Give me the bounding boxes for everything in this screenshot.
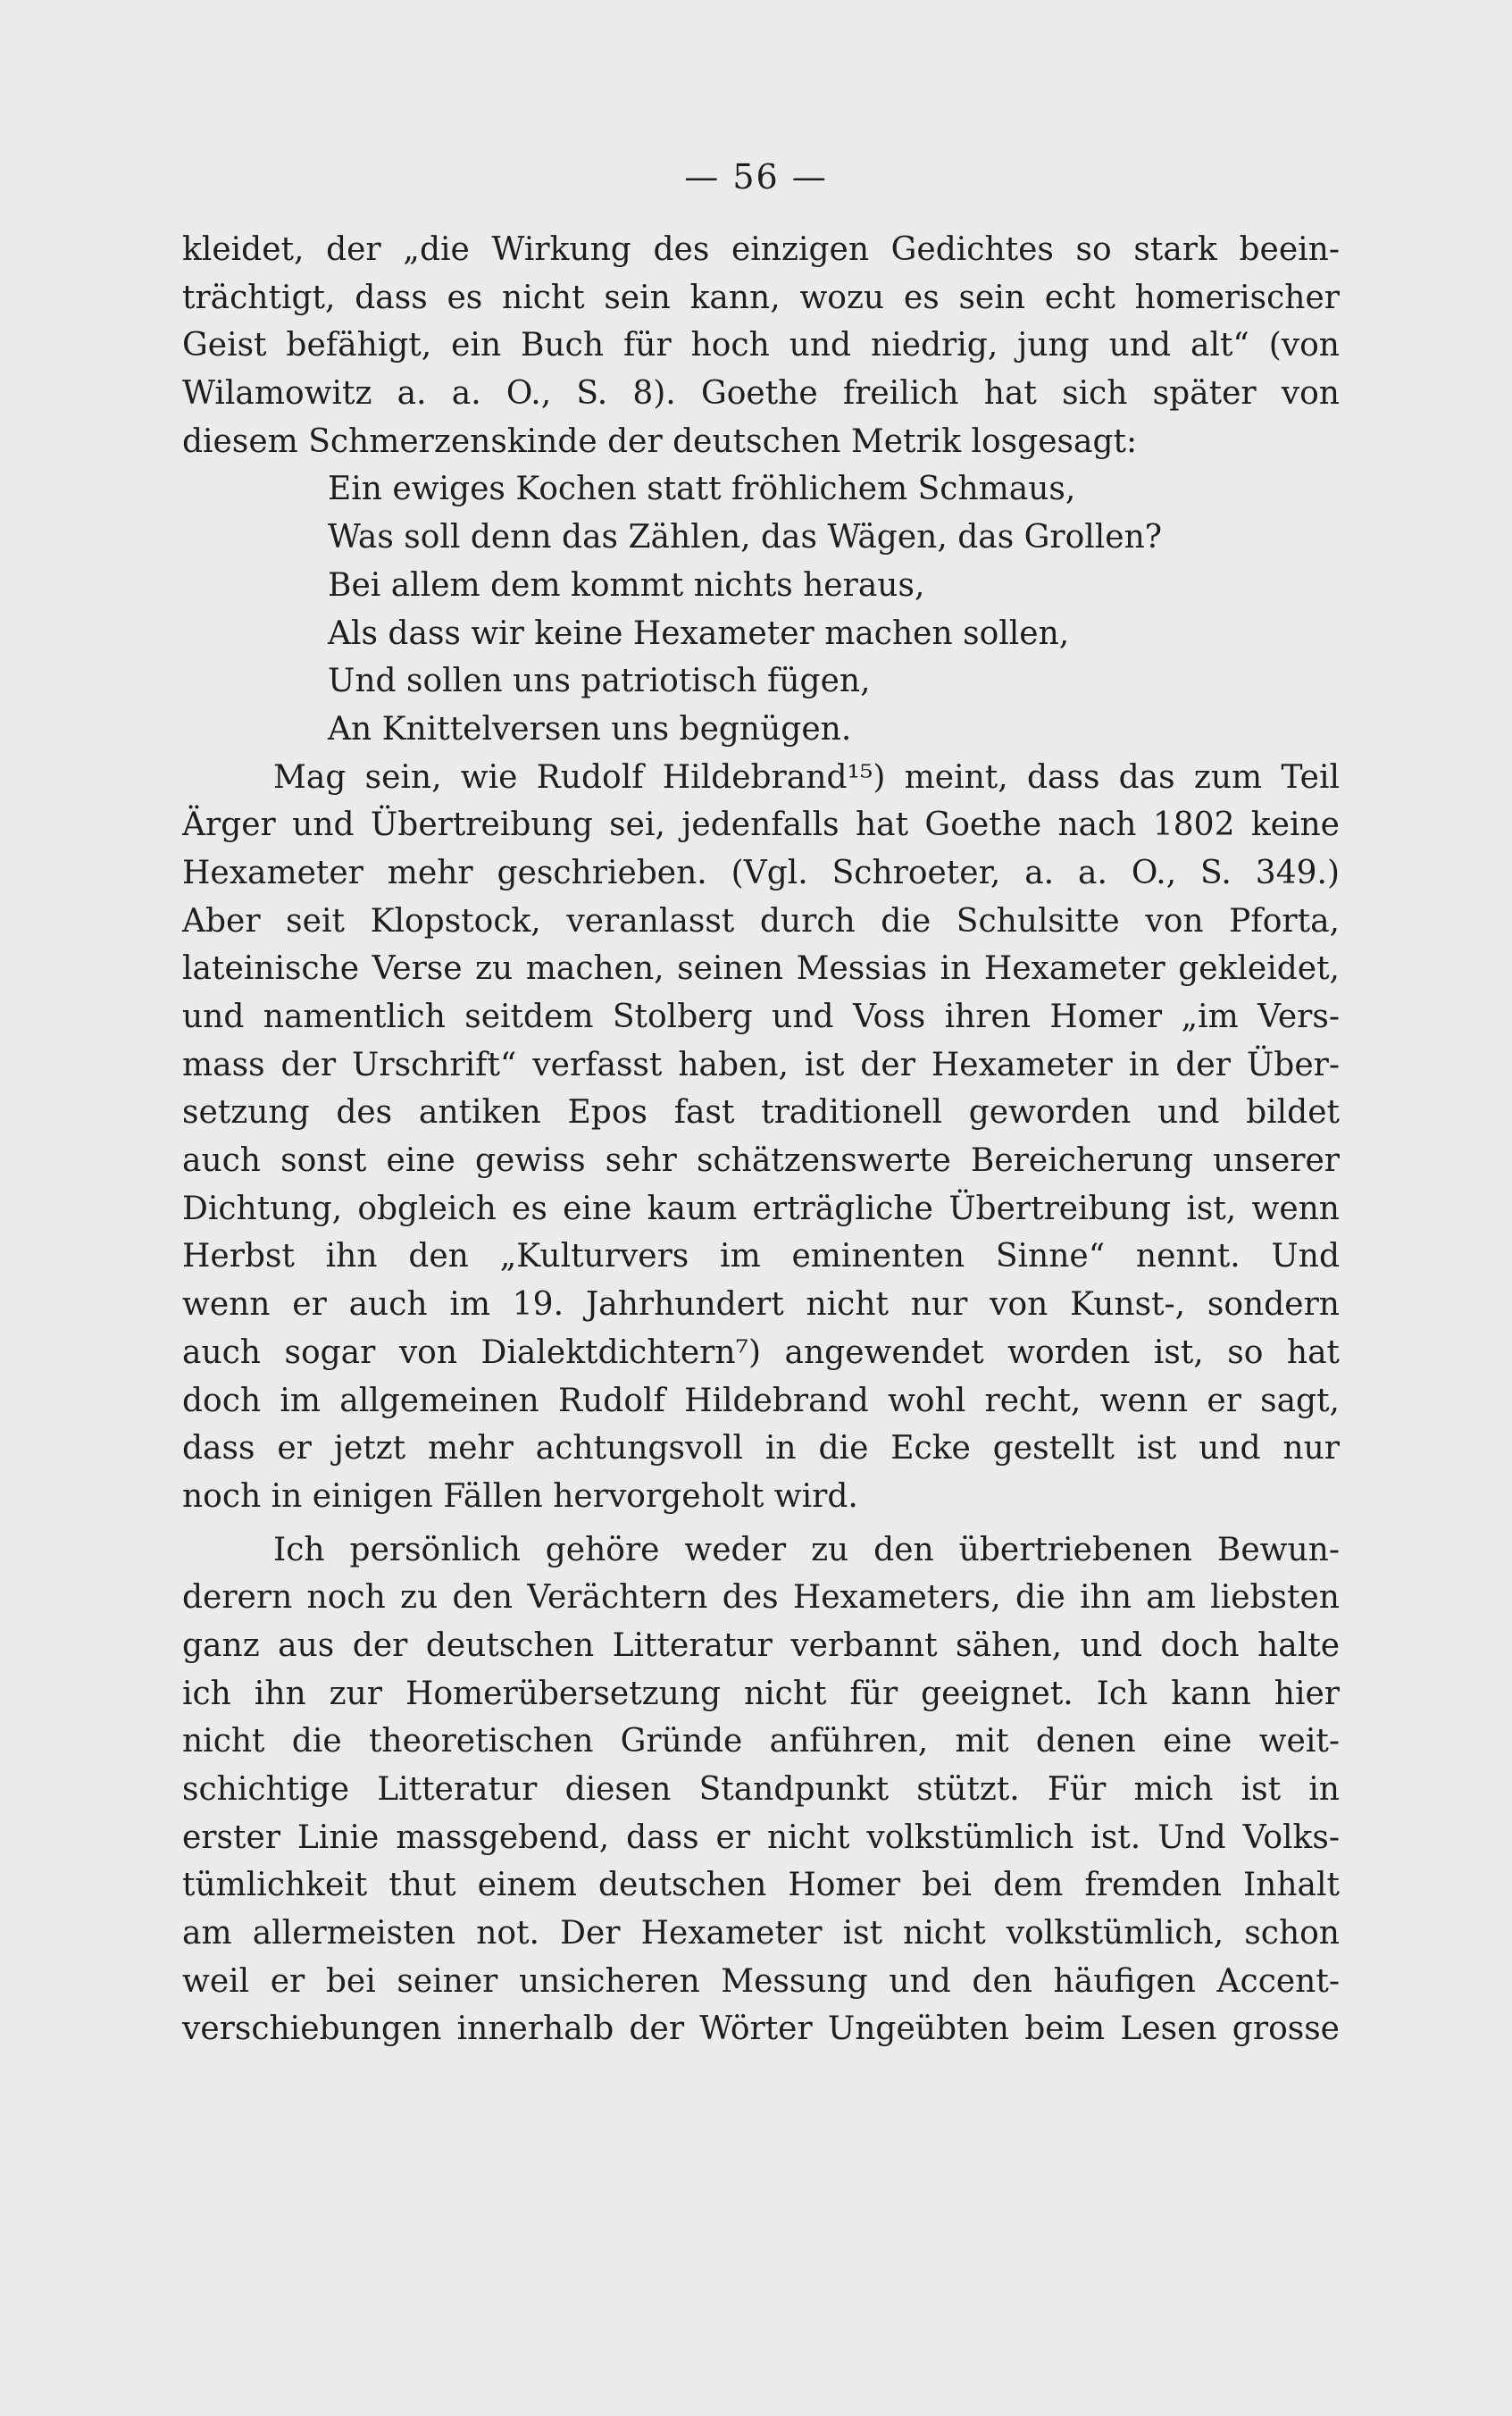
- text-line: Wilamowitz a. a. O., S. 8). Goethe freilich hat sich später von: [182, 375, 1340, 413]
- text-line: kleidet, der „die Wirkung des einzigen Gedichtes so stark beein-: [182, 231, 1340, 268]
- page-number: — 56 —: [684, 157, 828, 196]
- text-line: Ärger und Übertreibung sei, jedenfalls hat Goethe nach 1802 keine: [182, 807, 1340, 844]
- text-line: und namentlich seitdem Stolberg und Voss ihren Homer „im Vers-: [182, 999, 1340, 1035]
- text-line: setzung des antiken Epos fast traditionell geworden und bildet: [182, 1094, 1340, 1132]
- text-line: erster Linie massgebend, dass er nicht volkstümlich ist. Und Volks-: [182, 1818, 1340, 1856]
- verse-quote: [182, 465, 1340, 753]
- verse-line: Was soll denn das Zählen, das Wägen, das Grollen?: [328, 519, 1163, 556]
- text-line: Geist befähigt, ein Buch für hoch und niedrig, jung und alt“ (von: [182, 327, 1340, 364]
- verse-line: Ein ewiges Kochen statt fröhlichem Schmaus,: [328, 471, 1076, 508]
- paragraph-3: [182, 1526, 1340, 2054]
- verse-line: Und sollen uns patriotisch fügen,: [328, 663, 871, 700]
- text-line: doch im allgemeinen Rudolf Hildebrand wohl recht, wenn er sagt,: [182, 1382, 1340, 1419]
- text-line: auch sogar von Dialektdichtern⁷) angewendet worden ist, so hat: [182, 1333, 1340, 1371]
- text-line: am allermeisten not. Der Hexameter ist nicht volkstümlich, schon: [182, 1915, 1340, 1952]
- text-line: tümlichkeit thut einem deutschen Homer bei dem fremden Inhalt: [182, 1867, 1340, 1904]
- text-line: Mag sein, wie Rudolf Hildebrand¹⁵) meint, dass das zum Teil: [273, 758, 1340, 796]
- verse-line: An Knittelversen uns begnügen.: [328, 710, 852, 748]
- text-line: nicht die theoretischen Gründe anführen, mit denen eine weit-: [182, 1723, 1340, 1760]
- paragraph-1: [182, 226, 1340, 465]
- text-line: schichtige Litteratur diesen Standpunkt stützt. Für mich ist in: [182, 1771, 1340, 1808]
- text-line: wenn er auch im 19. Jahrhundert nicht nur von Kunst-, sondern: [182, 1286, 1340, 1324]
- text-line: ganz aus der deutschen Litteratur verbannt sähen, und doch halte: [182, 1626, 1340, 1664]
- text-line: diesem Schmerzenskinde der deutschen Metrik losgesagt:: [182, 422, 1138, 460]
- text-line: lateinische Verse zu machen, seinen Messias in Hexameter gekleidet,: [182, 950, 1340, 988]
- text-line: noch in einigen Fällen hervorgeholt wird.: [182, 1477, 858, 1515]
- text-line: derern noch zu den Verächtern des Hexameters, die ihn am liebsten: [182, 1579, 1340, 1617]
- text-line: verschiebungen innerhalb der Wörter Ungeübten beim Lesen grosse: [182, 2011, 1340, 2048]
- text-line: Aber seit Klopstock, veranlasst durch die Schulsitte von Pforta,: [182, 902, 1340, 940]
- text-line: trächtigt, dass es nicht sein kann, wozu es sein echt homerischer: [182, 279, 1340, 316]
- text-line: weil er bei seiner unsicheren Messung und den häufigen Accent-: [182, 1962, 1340, 2000]
- text-line: Herbst ihn den „Kulturvers im eminenten Sinne“ nennt. Und: [182, 1238, 1340, 1275]
- verse-line: Als dass wir keine Hexameter machen sollen,: [328, 614, 1070, 652]
- body-text: [182, 226, 1340, 2053]
- text-line: ich ihn zur Homerübersetzung nicht für geeignet. Ich kann hier: [182, 1675, 1340, 1712]
- text-line: Hexameter mehr geschrieben. (Vgl. Schroeter, a. a. O., S. 349.): [182, 854, 1340, 891]
- text-line: auch sonst eine gewiss sehr schätzenswerte Bereicherung unserer: [182, 1142, 1340, 1180]
- text-line: mass der Urschrift“ verfasst haben, ist der Hexameter in der Über-: [182, 1046, 1340, 1083]
- verse-line: Bei allem dem kommt nichts heraus,: [328, 566, 925, 604]
- text-line: Ich persönlich gehöre weder zu den übertriebenen Bewun-: [273, 1531, 1340, 1568]
- text-line: Dichtung, obgleich es eine kaum erträgliche Übertreibung ist, wenn: [182, 1190, 1340, 1227]
- paragraph-2: [182, 754, 1340, 1521]
- text-line: dass er jetzt mehr achtungsvoll in die Ecke gestellt ist und nur: [182, 1430, 1340, 1467]
